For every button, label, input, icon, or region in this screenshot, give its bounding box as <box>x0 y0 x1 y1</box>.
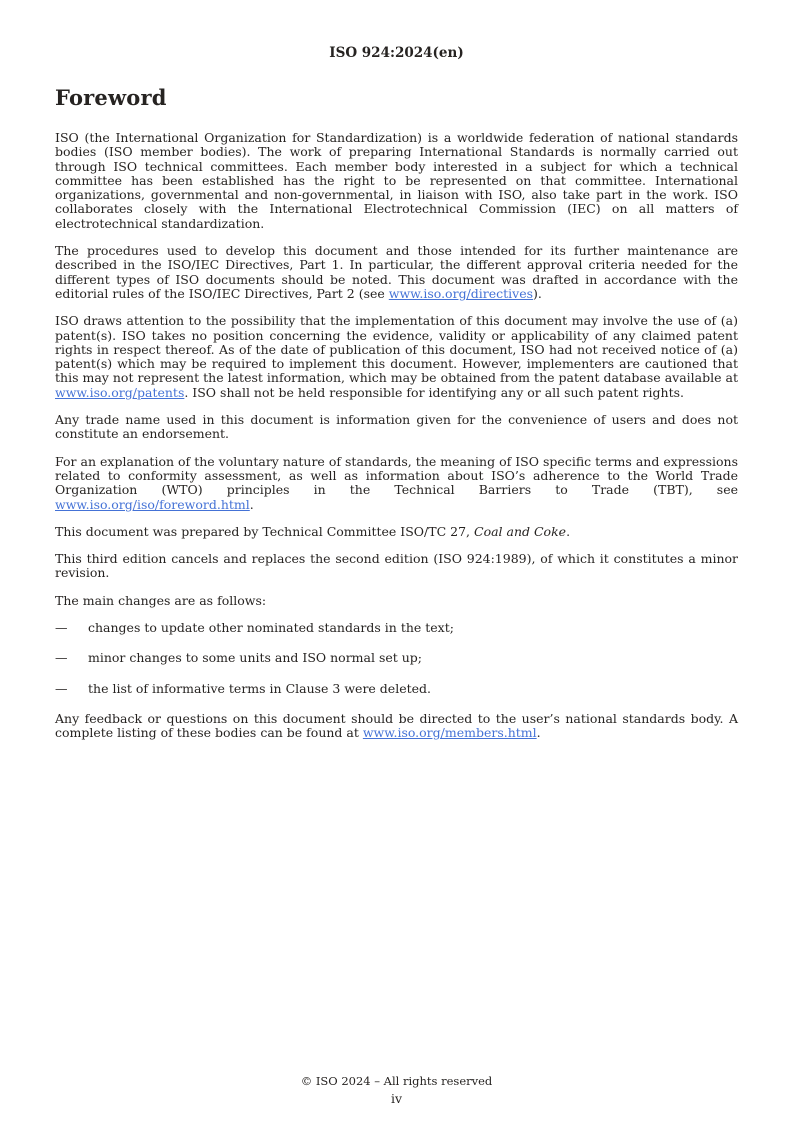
paragraph-main-changes: The main changes are as follows: <box>55 592 267 608</box>
link-iso-directives[interactable]: www.iso.org/directives <box>388 285 534 301</box>
paragraph-procedures <box>55 244 738 301</box>
page-content <box>0 86 793 741</box>
dash-bullet: — <box>55 680 68 696</box>
page-footer <box>0 1074 793 1106</box>
list-item-text: changes to update other nominated standards in the text; <box>88 620 454 636</box>
list-item-text: minor changes to some units and ISO normal set up; <box>88 650 423 666</box>
paragraph-patents <box>55 314 738 400</box>
list-item-text: the list of informative terms in Clause 3 were deleted. <box>88 680 431 696</box>
dash-bullet: — <box>55 620 68 636</box>
paragraph-iso-federation: ISO (the International Organization for Standardization) is a worldwide federation of national standards bodies (ISO member bodies). The work of preparing International Standards is normally carried out through ISO technical committees. Each member body interested in a subject for which a technical committee has been established has the right to be represented on that committee. International organizations, governmental and non-governmental, in liaison with ISO, also take part in the work. ISO collaborates closely with the International Electrotechnical Commission (IEC) on all matters of electrotechnical standardization. <box>55 130 738 231</box>
paragraph-procedures-text: The procedures used to develop this document and those intended for its further maintenance are described in the ISO/IEC Directives, Part 1. In particular, the different approval criteria needed for the different types of ISO documents should be noted. This document was drafted in accordance with the editorial rules of the ISO/IEC Directives, Part 2 (see <box>55 243 738 301</box>
footer-page-number: iv <box>390 1091 403 1106</box>
list-item <box>55 621 738 635</box>
paragraph-patents-end: . ISO shall not be held responsible for identifying any or all such patent rights. <box>184 384 684 400</box>
link-iso-patents[interactable]: www.iso.org/patents <box>55 384 185 400</box>
footer-copyright: © ISO 2024 – All rights reserved <box>300 1074 493 1088</box>
list-item <box>55 651 738 665</box>
changes-list <box>55 621 738 696</box>
dash-bullet: — <box>55 650 68 666</box>
running-header-doc-ref: ISO 924:2024(en) <box>329 45 464 61</box>
link-iso-foreword[interactable]: www.iso.org/iso/foreword.html <box>55 496 250 512</box>
paragraph-committee-text: This document was prepared by Technical Committee ISO/TC 27, <box>55 523 474 539</box>
paragraph-committee <box>55 525 738 539</box>
committee-name: Coal and Coke <box>474 523 567 539</box>
paragraph-wto-text: For an explanation of the voluntary nature of standards, the meaning of ISO specific terms and expressions related to conformity assessment, as well as information about ISO’s adherence to the World Trade Organization (WTO) principles in the Technical Barriers to Trade (TBT), see <box>55 453 738 498</box>
paragraph-patents-text: ISO draws attention to the possibility that the implementation of this document may involve the use of (a) patent(s). ISO takes no position concerning the evidence, validity or applicability of any claimed patent rights in respect thereof. As of the date of publication of this document, ISO had not received notice of (a) patent(s) which may be required to implement this document. However, implementers are cautioned that this may not represent the latest information, which may be obtained from the patent database available at <box>55 313 738 386</box>
page-title: Foreword <box>55 85 167 110</box>
link-iso-members[interactable]: www.iso.org/members.html <box>362 725 537 741</box>
paragraph-edition: This third edition cancels and replaces the second edition (ISO 924:1989), of which it constitutes a minor revision. <box>55 551 738 581</box>
paragraph-trade-name: Any trade name used in this document is information given for the convenience of users and does not constitute an endorsement. <box>55 412 738 442</box>
paragraph-procedures-end: ). <box>533 285 542 301</box>
paragraph-wto-end: . <box>249 496 254 512</box>
paragraph-feedback-end: . <box>536 725 541 741</box>
paragraph-wto <box>55 455 738 512</box>
list-item <box>55 682 738 696</box>
paragraph-committee-end: . <box>566 523 571 539</box>
paragraph-feedback <box>55 712 738 741</box>
paragraph-feedback-text: Any feedback or questions on this document should be directed to the user’s national standards body. A complete listing of these bodies can be found at <box>55 710 738 741</box>
